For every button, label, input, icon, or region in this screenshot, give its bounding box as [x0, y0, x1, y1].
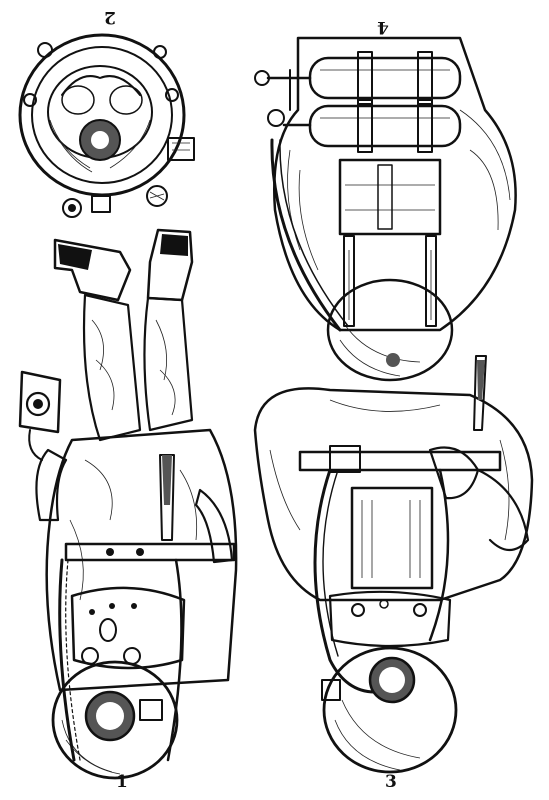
figure-4-label: 4	[377, 17, 389, 37]
figure-1-label: 1	[116, 772, 128, 792]
figure-3-label: 3	[385, 772, 397, 792]
figure-2-helmet-bottom-view	[20, 35, 194, 217]
figure-2-label: 2	[104, 7, 116, 27]
figure-4-back-with-cylinders	[255, 38, 516, 380]
figure-1-diver-front-view	[20, 230, 236, 778]
figure-3-diver-back-view	[255, 356, 532, 772]
